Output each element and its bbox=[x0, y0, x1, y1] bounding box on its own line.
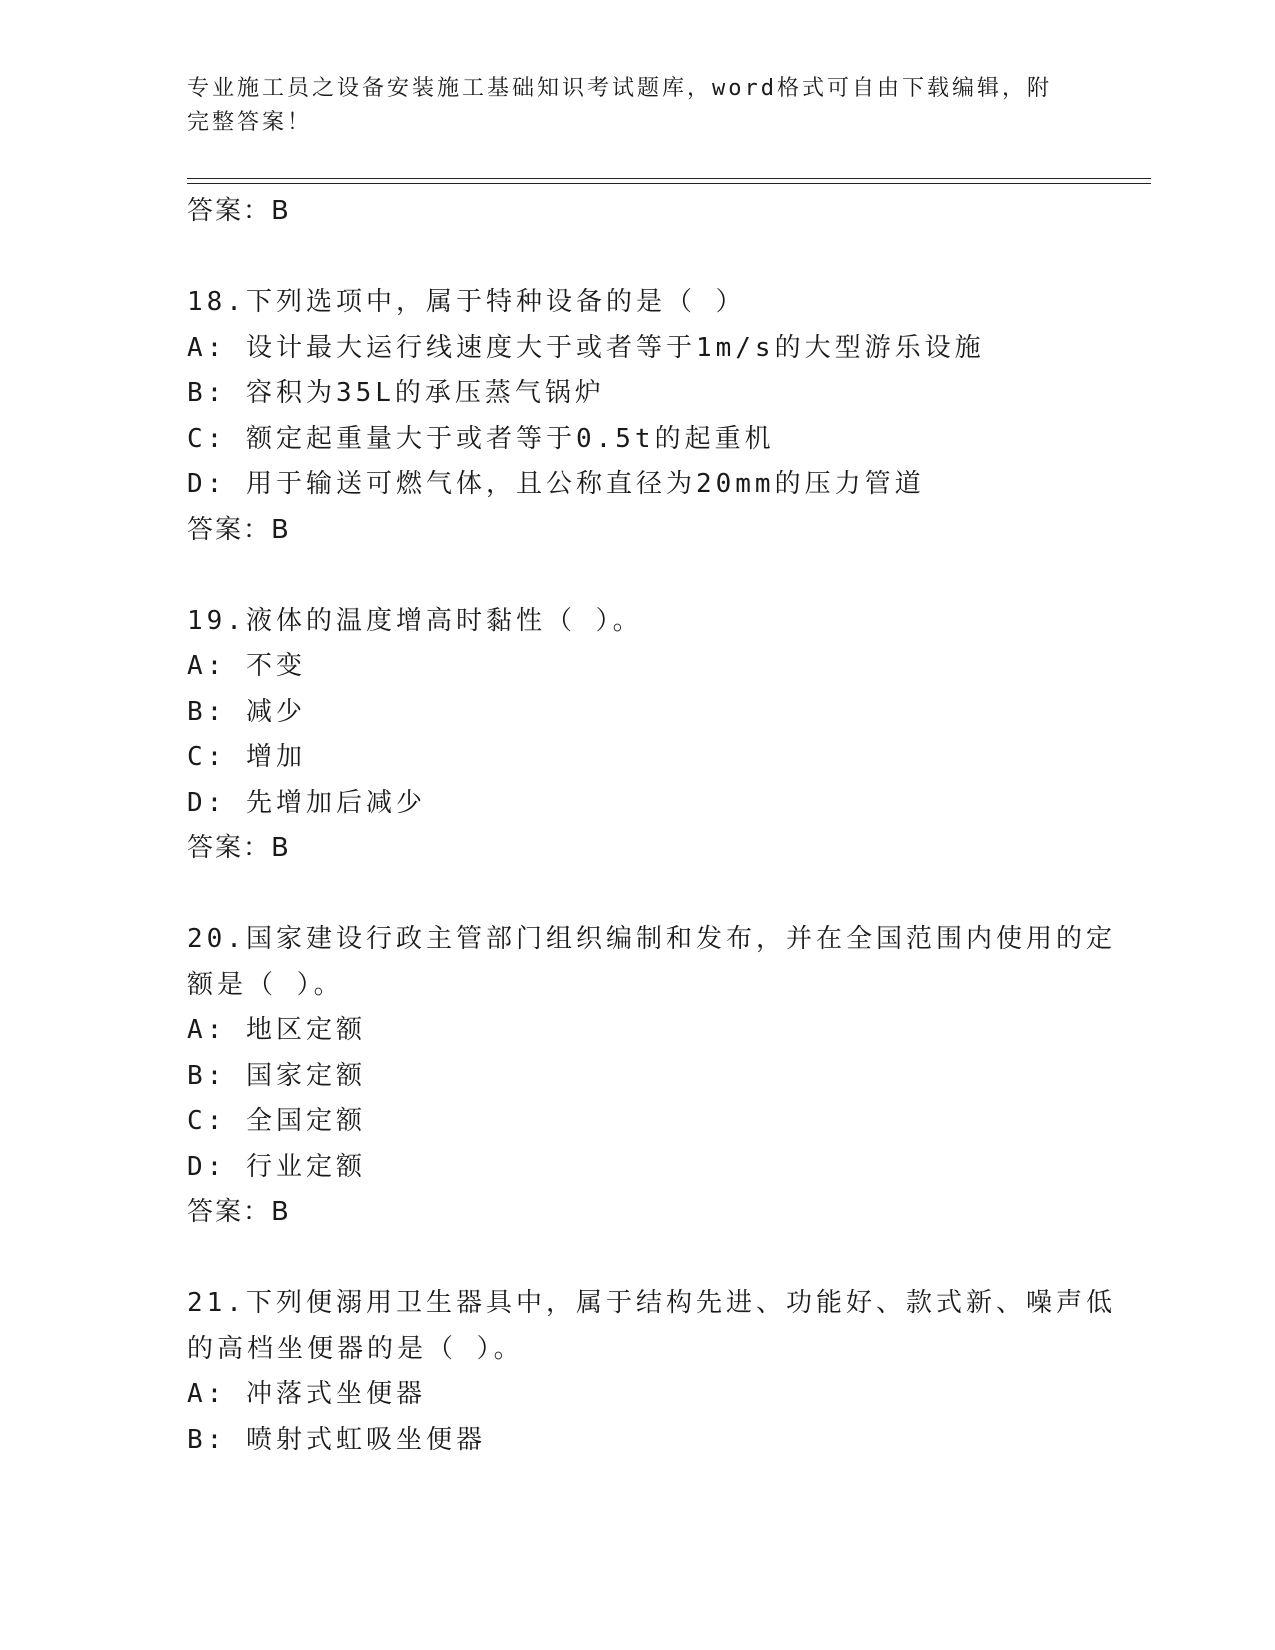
question-18 bbox=[187, 280, 1087, 553]
question-stem-line-1: 20.国家建设行政主管部门组织编制和发布，并在全国范围内使用的定 bbox=[187, 924, 1116, 954]
option-a: A: 不变 bbox=[187, 651, 306, 681]
question-19 bbox=[187, 599, 1087, 872]
option-d: D: 用于输送可燃气体，且公称直径为20mm的压力管道 bbox=[187, 469, 925, 499]
spacer bbox=[187, 553, 1087, 599]
answer-line: 答案：B bbox=[187, 514, 291, 545]
answer-line: 答案：B bbox=[187, 833, 291, 863]
option-c: C: 额定起重量大于或者等于0.5t的起重机 bbox=[187, 423, 775, 454]
option-a: A: 设计最大运行线速度大于或者等于1m/s的大型游乐设施 bbox=[187, 332, 985, 363]
answer-line: 答案：B bbox=[187, 1197, 291, 1227]
question-stem: 18.下列选项中，属于特种设备的是（ ） bbox=[187, 287, 746, 317]
option-b: B: 国家定额 bbox=[187, 1060, 366, 1091]
question-20 bbox=[187, 917, 1116, 1236]
header-divider-top bbox=[187, 178, 1151, 179]
option-b: B: 减少 bbox=[187, 696, 306, 727]
option-c: C: 增加 bbox=[187, 742, 306, 772]
question-stem: 19.液体的温度增高时黏性（ ）。 bbox=[187, 605, 643, 636]
option-a: A: 冲落式坐便器 bbox=[187, 1379, 426, 1409]
option-d: D: 行业定额 bbox=[187, 1151, 366, 1182]
option-a: A: 地区定额 bbox=[187, 1015, 366, 1045]
spacer bbox=[187, 872, 1087, 918]
question-21 bbox=[187, 1281, 1116, 1463]
answer-line: 答案：B bbox=[187, 196, 291, 226]
page-header: 专业施工员之设备安装施工基础知识考试题库，word格式可自由下载编辑，附完整答案！ bbox=[187, 76, 1052, 135]
option-b: B: 容积为35L的承压蒸气锅炉 bbox=[187, 378, 605, 408]
spacer bbox=[187, 235, 1087, 281]
header-divider-bottom bbox=[187, 183, 1151, 184]
option-d: D: 先增加后减少 bbox=[187, 787, 426, 818]
question-stem-line-2: 额是（ ）。 bbox=[187, 969, 344, 1000]
question-stem-line-1: 21.下列便溺用卫生器具中，属于结构先进、功能好、款式新、噪声低 bbox=[187, 1288, 1116, 1318]
spacer bbox=[187, 1236, 1087, 1282]
question-stem-line-2: 的高档坐便器的是（ ）。 bbox=[187, 1333, 524, 1364]
question-list bbox=[187, 189, 1116, 1463]
option-b: B: 喷射式虹吸坐便器 bbox=[187, 1424, 486, 1455]
option-c: C: 全国定额 bbox=[187, 1106, 366, 1136]
